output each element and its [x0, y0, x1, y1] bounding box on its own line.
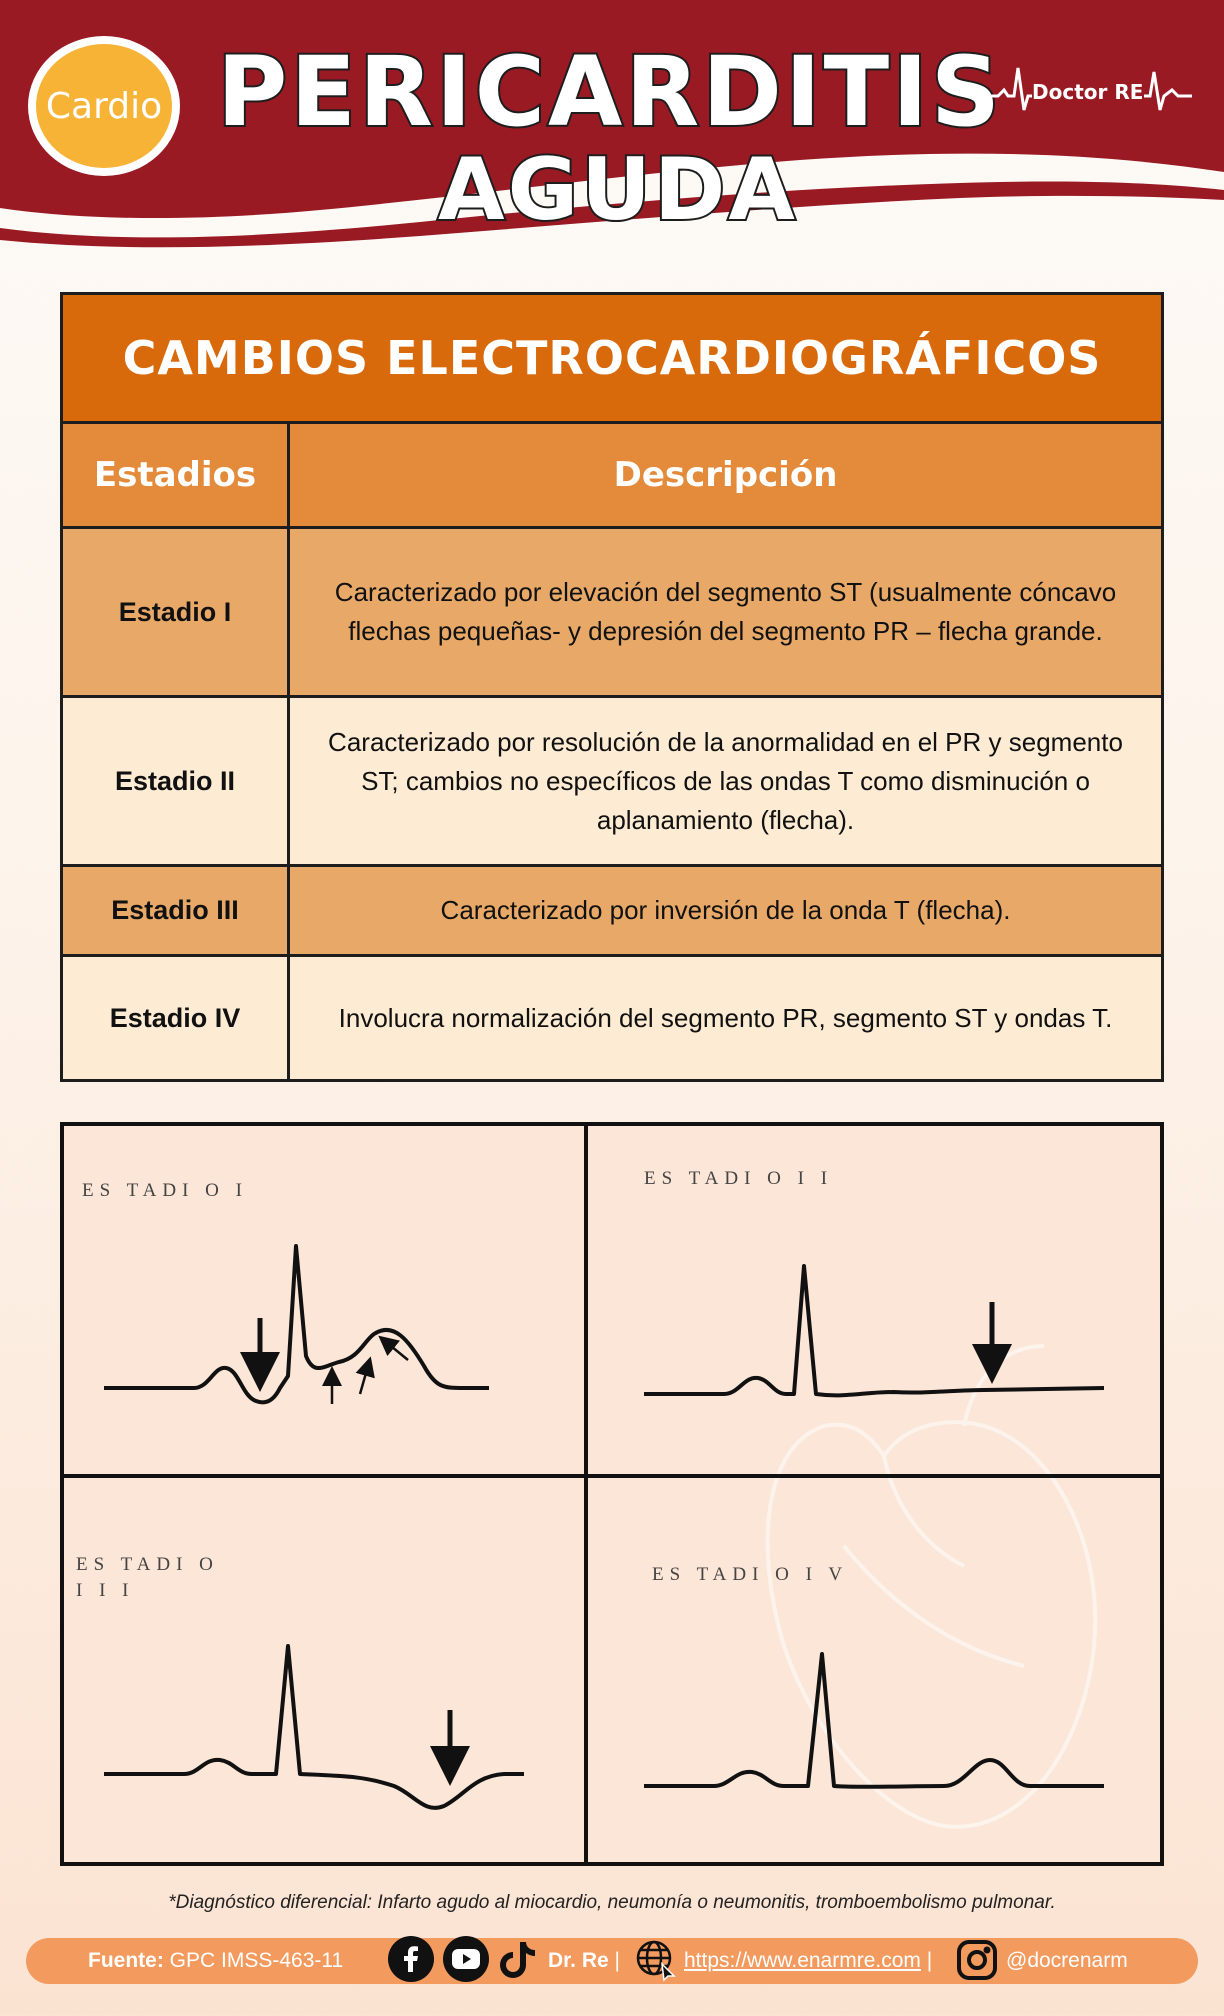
stage-cell: Estadio III [63, 867, 290, 954]
ecg-tracings [64, 1126, 1160, 1862]
globe-icon[interactable] [634, 1938, 678, 1982]
brand-logo: Doctor RE [1032, 80, 1144, 104]
footer-separator: | [614, 1949, 621, 1972]
ecg-label-stage-4 [652, 1562, 848, 1588]
stage-cell: Estadio I [63, 529, 290, 695]
source-value: GPC IMSS-463-11 [169, 1949, 344, 1972]
description-cell: Involucra normalización del segmento PR, segmento ST y ondas T. [338, 1002, 1113, 1033]
ecg-label-text: ES TADI O [76, 1554, 219, 1575]
website-link[interactable]: https://www.enarmre.com [684, 1949, 921, 1972]
page-subtitle: AGUDA [438, 140, 798, 240]
tiktok-icon[interactable] [496, 1936, 542, 1982]
footer-source [88, 1949, 343, 1973]
instagram-handle[interactable]: @docrenarm [1006, 1949, 1128, 1972]
ecg-label-text: I I I [76, 1580, 135, 1601]
description-cell: Caracterizado por elevación del segmento ST (usualmente cóncavo flechas pequeñas- y depresión del segmento PR – flecha grande. [334, 577, 1117, 646]
footer-separator: | [926, 1949, 933, 1972]
footnote: *Diagnóstico diferencial: Infarto agudo al miocardio, neumonía o neumonitis, tromboembolismo pulmonar. [168, 1892, 1056, 1913]
page-title: PERICARDITIS [217, 36, 1003, 148]
facebook-icon[interactable] [388, 1936, 434, 1982]
description-cell: Caracterizado por inversión de la onda T (flecha). [440, 895, 1011, 925]
ecg-trace [104, 1646, 524, 1808]
ecg-stages-figure [60, 1122, 1164, 1866]
stage-cell: Estadio IV [63, 957, 290, 1079]
table-row [63, 529, 1161, 698]
ecg-label-text: ES TADI O I V [652, 1564, 849, 1585]
cardio-badge: Cardio [28, 36, 180, 176]
ecg-trace [644, 1654, 1104, 1787]
stage-cell: Estadio II [63, 698, 290, 864]
table-row [63, 957, 1161, 1079]
footer-brand-group [548, 1949, 620, 1973]
ecg-trace [104, 1246, 489, 1402]
table-title: CAMBIOS ELECTROCARDIOGRÁFICOS [63, 295, 1161, 424]
ecg-changes-table [60, 292, 1164, 1082]
description-cell: Caracterizado por resolución de la anormalidad en el PR y segmento ST; cambios no específicos de las ondas T como disminución o aplanamiento (flecha). [328, 726, 1123, 835]
youtube-icon[interactable] [443, 1936, 489, 1982]
ecg-label-stage-3 [76, 1552, 219, 1604]
instagram-icon[interactable] [955, 1938, 999, 1982]
column-header-description: Descripción [613, 454, 838, 495]
arrow-icon [386, 1342, 408, 1360]
ecg-label-stage-2 [644, 1166, 833, 1192]
table-row [63, 867, 1161, 957]
ecg-trace [644, 1266, 1104, 1395]
column-header-stages: Estadios [63, 424, 290, 526]
table-row [63, 698, 1161, 867]
footer-brand: Dr. Re [548, 1949, 609, 1972]
table-header-row [63, 424, 1161, 529]
ecg-label-stage-1 [82, 1178, 248, 1204]
ecg-label-text: ES TADI O I [82, 1180, 248, 1201]
footer-url-group [684, 1949, 932, 1973]
ecg-label-text: ES TADI O I I [644, 1168, 834, 1189]
source-label: Fuente: [88, 1949, 164, 1972]
arrow-icon [360, 1366, 368, 1394]
